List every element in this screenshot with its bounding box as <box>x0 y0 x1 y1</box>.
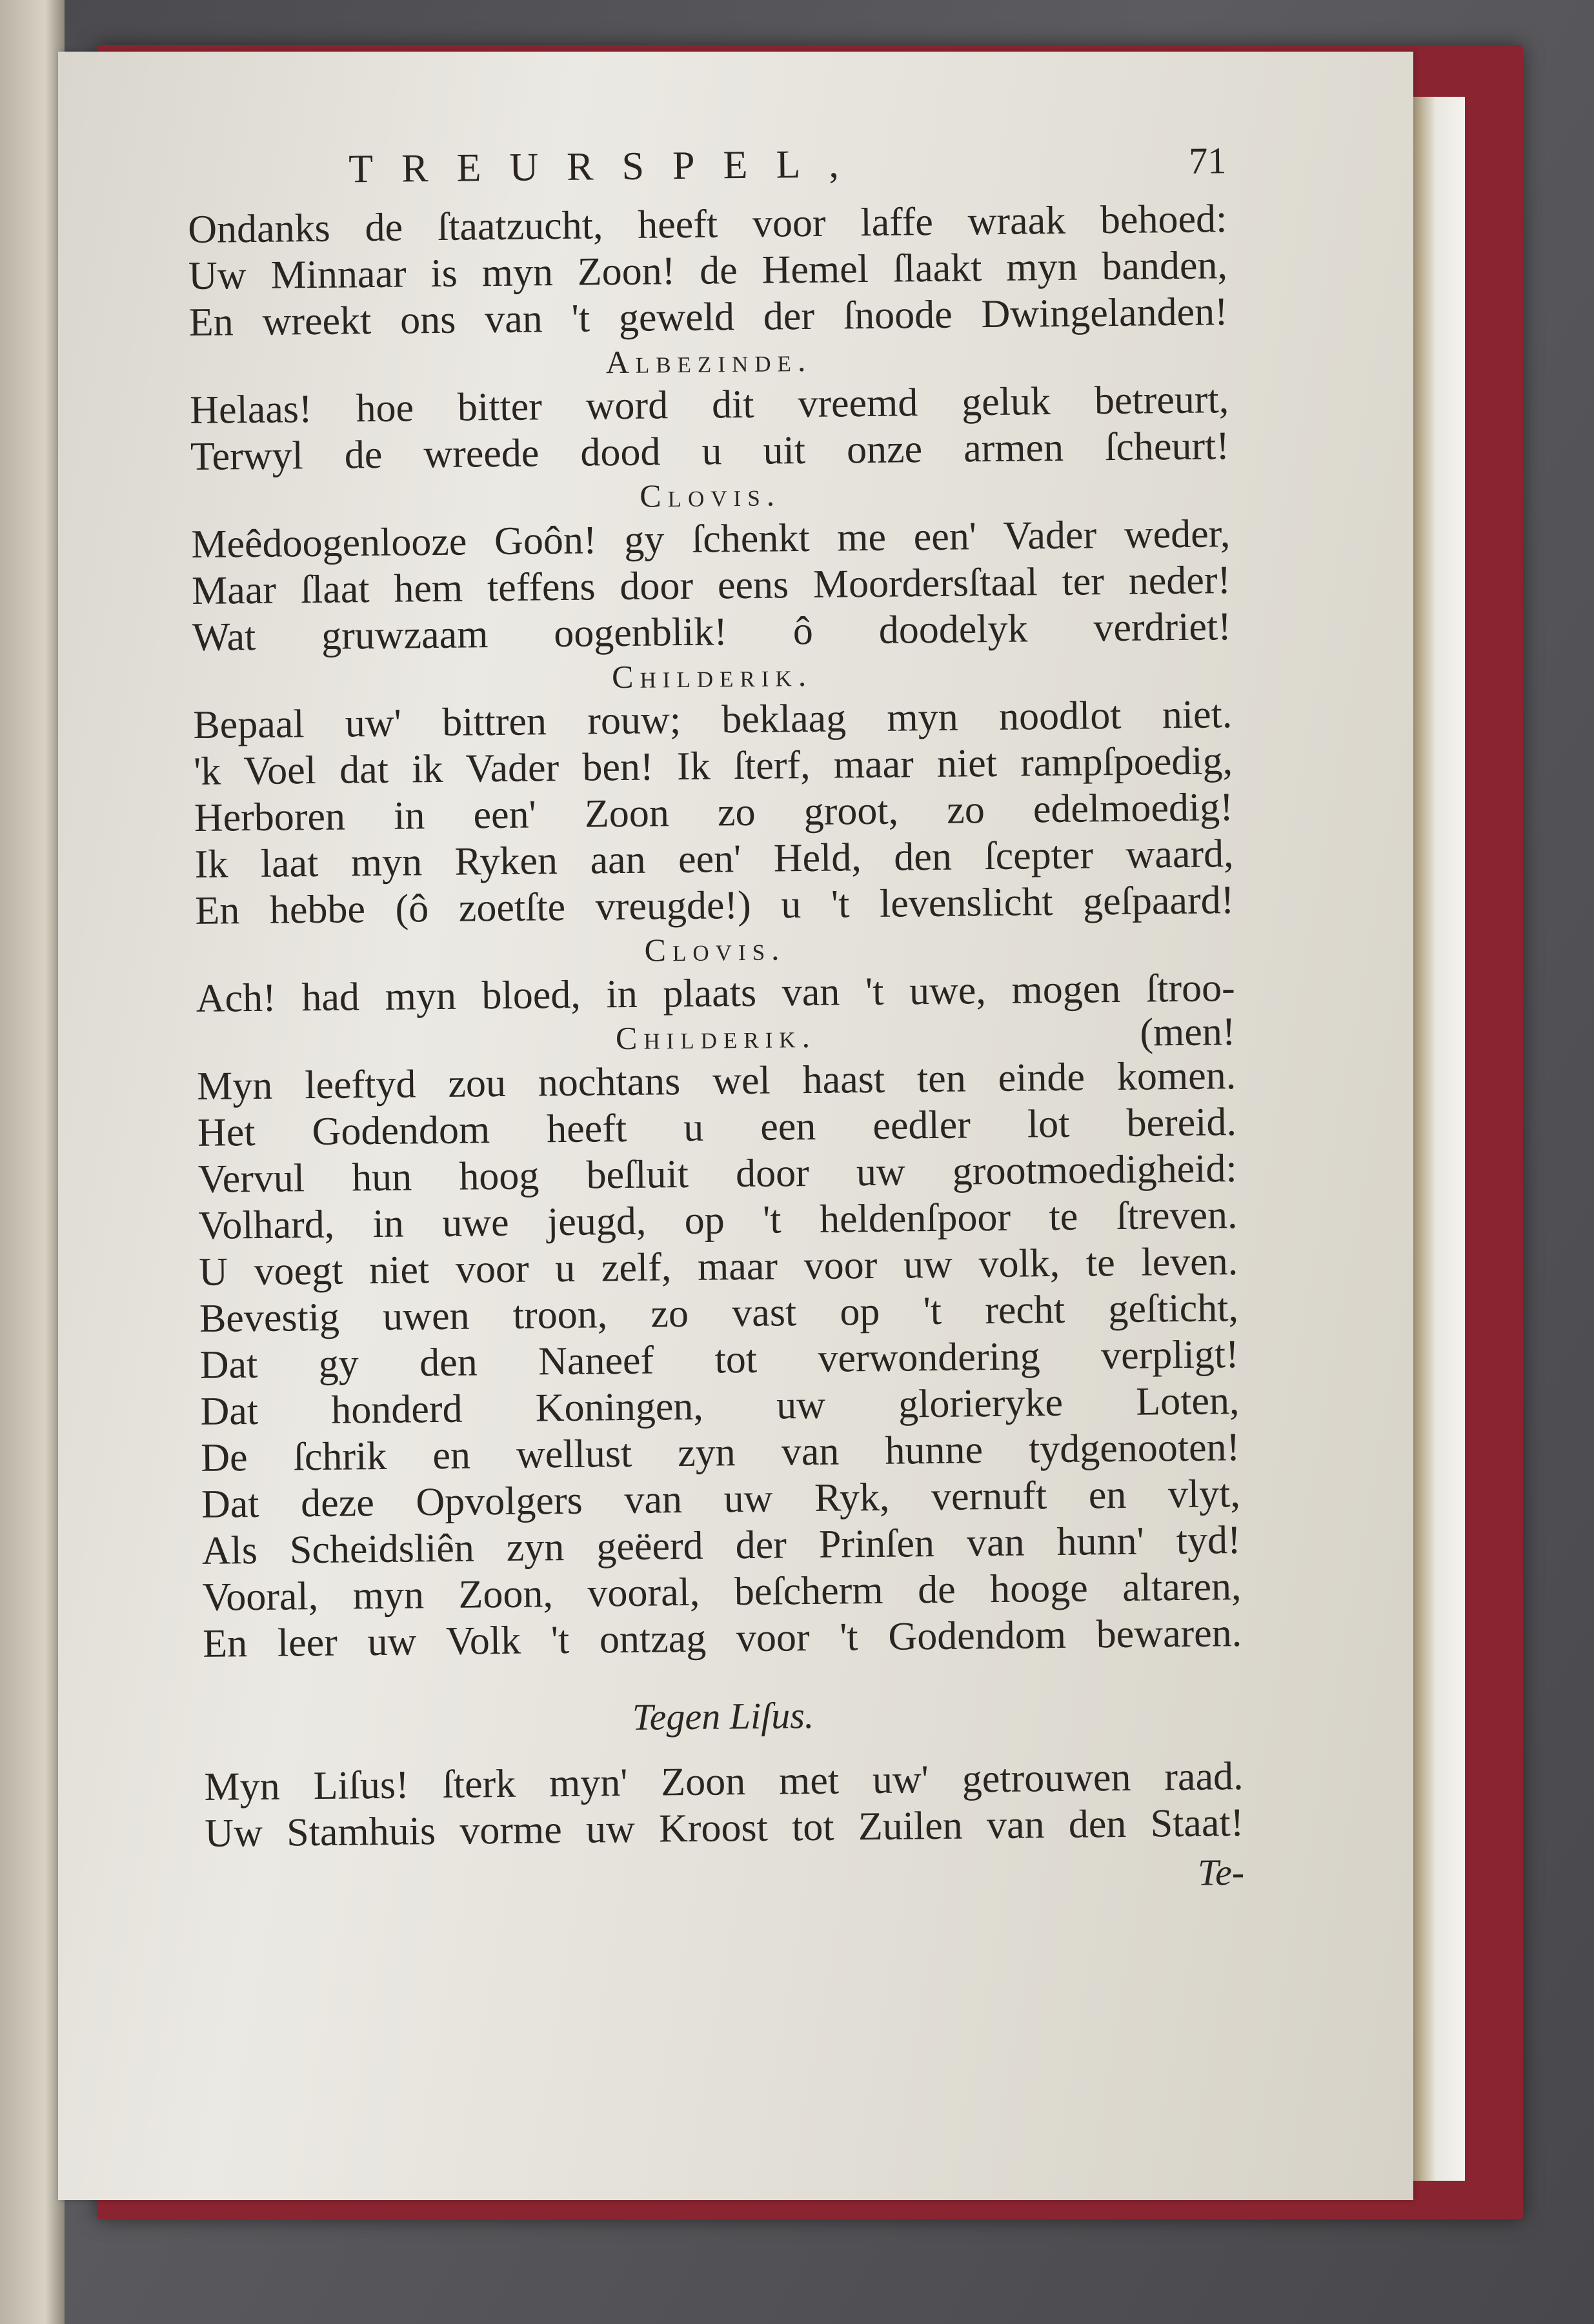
verse-line: Bepaal uw' bittren rouw; beklaag myn noodlot niet. <box>193 692 1233 747</box>
stage-direction: Tegen Liſus. <box>632 1694 814 1738</box>
verse-line: 'k Voel dat ik Vader ben! Ik ſterf, maar niet rampſpoedig, <box>193 739 1233 794</box>
verse-line: Meêdoogenlooze Goôn! gy ſchenkt me een' Vader weder, <box>191 512 1231 566</box>
verse-line: Ik laat myn Ryken aan een' Held, den ſcepter waard, <box>194 832 1234 887</box>
verse-line: Uw Minnaar is myn Zoon! de Hemel ſlaakt myn banden, <box>188 243 1228 298</box>
verse-line: Vooral, myn Zoon, vooral, beſcherm de hooge altaren, <box>202 1565 1242 1619</box>
verse-line: Vervul hun hoog beſluit door uw grootmoedigheid: <box>197 1147 1238 1201</box>
verse-line: En hebbe (ô zoetſte vreugde!) u 't levenslicht geſpaard! <box>195 878 1235 933</box>
verse-line: Ondanks de ſtaatzucht, heeft voor laffe wraak behoed: <box>187 197 1227 252</box>
verse-body <box>188 195 1244 1857</box>
verse-line: Als Scheidsliên zyn geëerd der Prinſen van hunn' tyd! <box>201 1518 1242 1573</box>
verse-line: Maar ſlaat hem teffens door eens Moordersſtaal ter neder! <box>191 558 1231 613</box>
verse-line: Dat deze Opvolgers van uw Ryk, vernuft en vlyt, <box>201 1472 1241 1527</box>
verse-line: Dat gy den Naneef tot verwondering verpligt! <box>199 1332 1240 1387</box>
verse-line: U voegt niet voor u zelf, maar voor uw volk, te leven. <box>198 1239 1238 1294</box>
verse-line: Terwyl de wreede dood u uit onze armen ſcheurt! <box>190 424 1230 479</box>
verse-line: De ſchrik en wellust zyn van hunne tydgenooten! <box>200 1425 1240 1480</box>
speaker-label: Childerik. <box>615 1017 817 1057</box>
speaker-label: Clovis. <box>639 476 782 514</box>
facing-page-edge <box>0 0 65 2324</box>
verse-line: Volhard, in uwe jeugd, op 't heldenſpoor te ſtreven. <box>198 1193 1238 1248</box>
verse-line: Helaas! hoe bitter word dit vreemd geluk betreurt, <box>189 377 1229 432</box>
verse-line: Het Godendom heeft u een eedler lot bereid. <box>197 1100 1237 1155</box>
speaker-label: Clovis. <box>644 930 786 968</box>
verse-turnover: (men! <box>1140 1010 1236 1055</box>
verse-line: En wreekt ons van 't geweld der ſnoode Dwingelanden! <box>188 290 1229 345</box>
catchword: Te- <box>1197 1850 1245 1894</box>
page-text <box>187 137 1244 1906</box>
verse-line: En leer uw Volk 't ontzag voor 't Godendom bewaren. <box>202 1611 1242 1666</box>
page-number: 71 <box>1188 139 1227 182</box>
verse-line: Dat honderd Koningen, uw glorieryke Loten, <box>200 1379 1240 1434</box>
verse-line: Uw Stamhuis vorme uw Kroost tot Zuilen van den Staat! <box>204 1800 1244 1856</box>
speaker-label: Albezinde. <box>605 341 812 381</box>
verse-line: Ach! had myn bloed, in plaats van 't uwe, mogen ſtroo- <box>196 966 1236 1021</box>
page-header <box>187 137 1227 206</box>
speaker-label: Childerik. <box>611 656 813 696</box>
verse-line: Myn Liſus! ſterk myn' Zoon met uw' getrouwen raad. <box>204 1754 1244 1809</box>
verse-line: Herboren in een' Zoon zo groot, zo edelmoedig! <box>194 785 1234 840</box>
verse-line: Myn leeftyd zou nochtans wel haast ten einde komen. <box>196 1054 1236 1108</box>
verse-line: Bevestig uwen troon, zo vast op 't recht geſticht, <box>199 1286 1239 1341</box>
running-title: TREURSPEL, <box>348 141 868 192</box>
verse-line: Wat gruwzaam oogenblik! ô doodelyk verdriet! <box>192 605 1232 659</box>
